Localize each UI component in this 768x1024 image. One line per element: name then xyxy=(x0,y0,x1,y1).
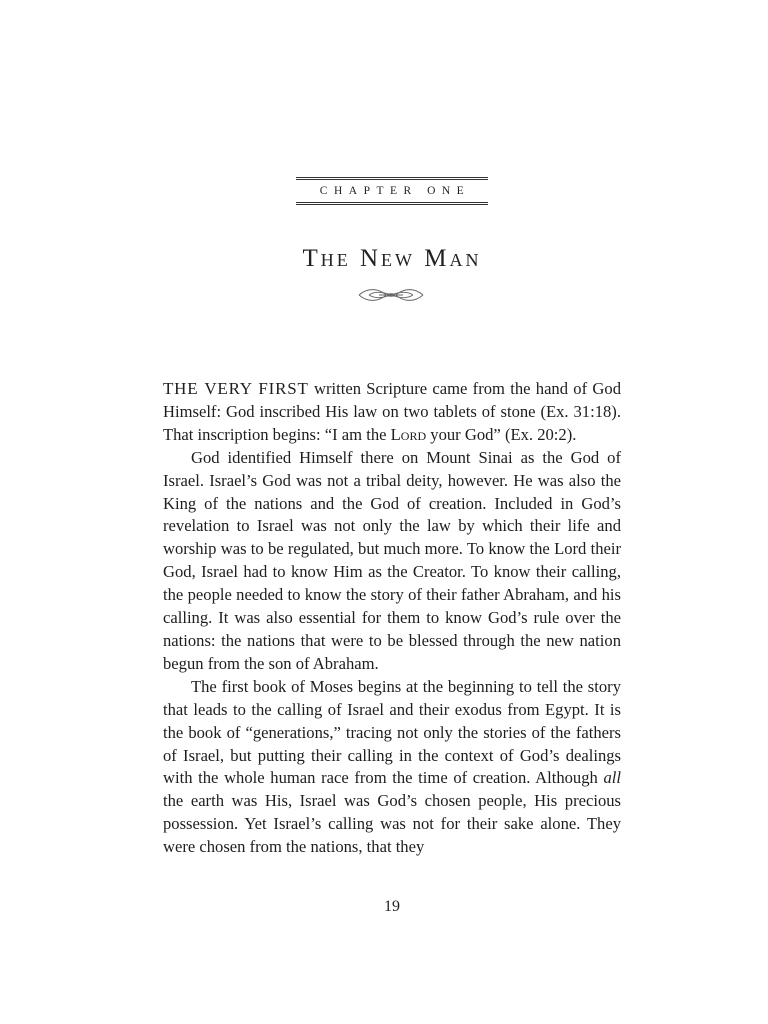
paragraph-2: God identified Himself there on Mount Sinai as the God of Israel. Israel’s God was not a tribal deity, however. He was also the King of the nations and the God of creation. Included in God’s revelation to Israel was not only the law by which their life and worship was to be regulated, but much more. To know the Lord their God, Israel had to know Him as the Creator. To know their calling, the people needed to know the story of their father Abraham, and his calling. It was also essential for them to know God’s rule over the nations: the nations that were to be blessed through the new nation begun from the son of Abraham. xyxy=(163,447,621,673)
paragraph-3 xyxy=(163,676,621,859)
emphasis-all: all xyxy=(603,768,621,788)
chapter-body-text xyxy=(163,378,621,859)
paragraph-3-text-b: the earth was His, Israel was God’s chosen people, His precious possession. Yet Israel’s calling was not for their sake alone. They were chosen from the nations, that they xyxy=(163,791,621,857)
paragraph-3-text-a: The first book of Moses begins at the beginning to tell the story that leads to the calling of Israel and their exodus from Egypt. It is the book of “generations,” tracing not only the stories of the fathers of Israel, but putting their calling in the context of God’s dealings with the whole human race from the time of creation. Although xyxy=(163,676,621,788)
lead-in-caps: THE VERY FIRST xyxy=(163,379,309,398)
paragraph-1 xyxy=(163,378,621,447)
flourish-ornament-icon xyxy=(355,286,427,304)
lord-small-caps: Lord xyxy=(390,424,427,444)
chapter-title: The New Man xyxy=(302,244,482,272)
chapter-label: CHAPTER ONE xyxy=(296,177,488,205)
paragraph-1-text-b: your God” (Ex. 20:2). xyxy=(426,424,577,444)
page-number: 19 xyxy=(384,898,400,915)
paragraph-1-text-a: written Scripture came from the hand of God Himself: God inscribed His law on two tablets of stone (Ex. 31:18). That inscription begins: “I am the xyxy=(163,379,621,444)
